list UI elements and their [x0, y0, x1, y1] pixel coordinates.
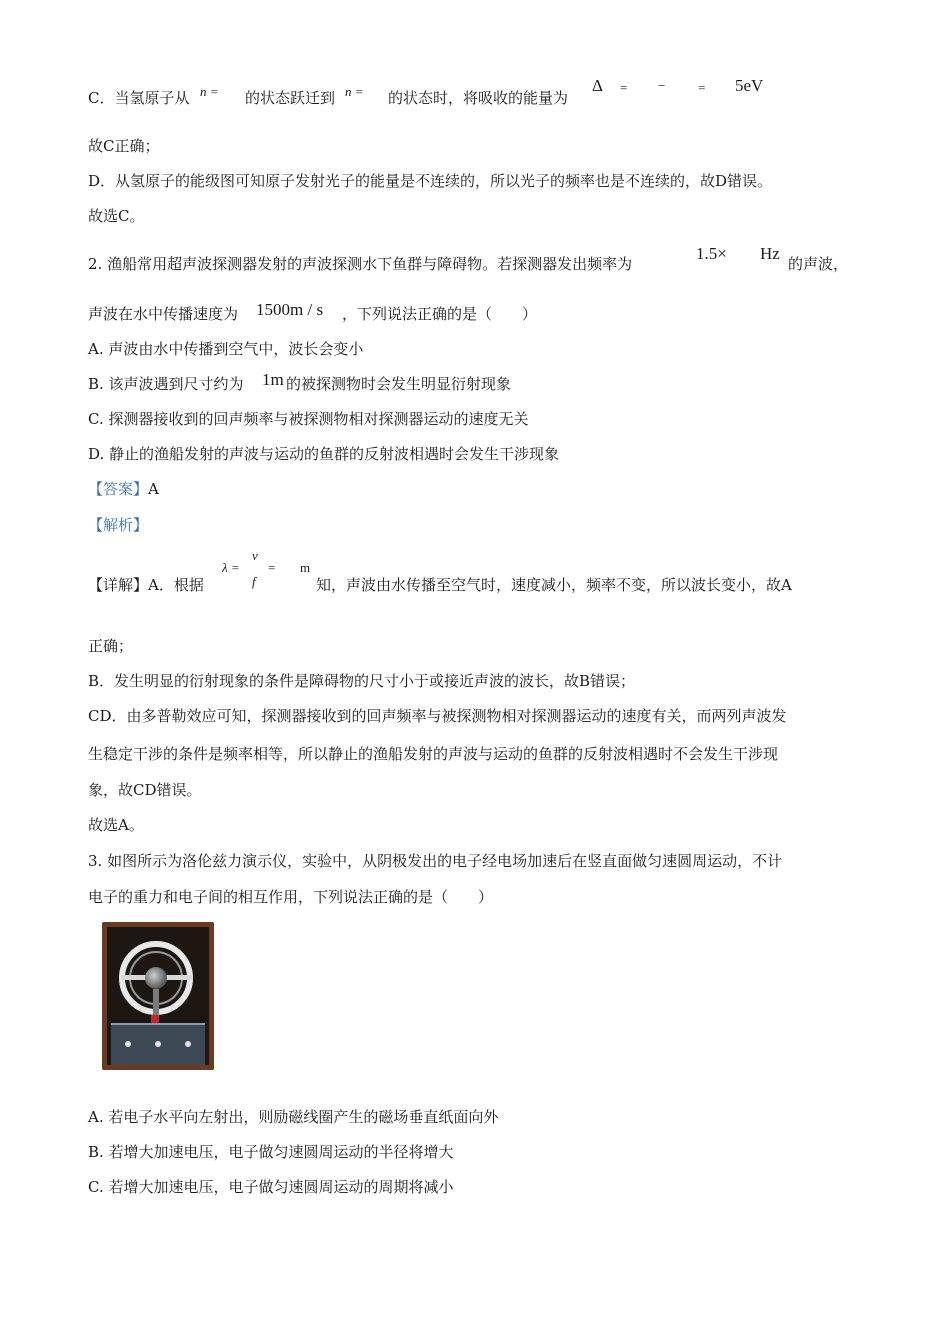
- q2-option-b-suffix: 的被探测物时会发生明显衍射现象: [286, 375, 512, 393]
- q2-answer: [88, 479, 159, 499]
- analysis-label: 【解析】: [88, 516, 149, 534]
- q2-option-b: [88, 374, 244, 394]
- q2-detail-cd-3: 象，故CD错误。: [88, 781, 202, 799]
- formula-frac-eq: =: [268, 560, 276, 575]
- answer-value: A: [148, 480, 159, 498]
- q2-detail-a: [88, 575, 204, 595]
- q1-option-c-prefix: C．当氢原子从: [88, 89, 190, 107]
- formula-n-2: n =: [345, 84, 364, 99]
- q2-option-b-prefix: B. 该声波遇到尺寸约为: [88, 375, 244, 393]
- formula-energy: 5eV: [735, 76, 764, 95]
- q3-option-c: C. 若增大加速电压，电子做匀速圆周运动的周期将减小: [88, 1178, 454, 1196]
- q3-option-b: B. 若增大加速电压，电子做匀速圆周运动的半径将增大: [88, 1143, 454, 1161]
- lorentz-force-apparatus-photo: [102, 922, 214, 1070]
- q2-stem-2: [88, 304, 238, 324]
- formula-lambda: λ =: [222, 560, 240, 575]
- q2-stem-2-prefix: 声波在水中传播速度为: [88, 305, 239, 323]
- q1-option-c-mid: 的状态跃迁到: [245, 89, 336, 107]
- formula-eq-2: =: [698, 80, 706, 95]
- q2-option-d: D. 静止的渔船发射的声波与运动的鱼群的反射波相遇时会发生干涉现象: [88, 445, 560, 463]
- q2-stem-2-suffix: ，下列说法正确的是（ ）: [342, 305, 538, 323]
- formula-frac-numerator: v: [252, 548, 258, 563]
- q2-stem-1-end: 的声波，: [788, 255, 849, 273]
- q2-option-c: C. 探测器接收到的回声频率与被探测物相对探测器运动的速度无关: [88, 410, 529, 428]
- q3-stem-1: 3. 如图所示为洛伦兹力演示仪，实验中，从阴极发出的电子经电场加速后在竖直面做匀速圆周运动，不计: [88, 852, 783, 870]
- q2-freq-unit: Hz: [760, 244, 780, 263]
- q2-detail-a-end: 正确；: [88, 637, 134, 655]
- q2-detail-cd-2: 生稳定干涉的条件是频率相等，所以静止的渔船发射的声波与运动的鱼群的反射波相遇时不会发生干涉现: [88, 745, 779, 763]
- formula-minus: −: [658, 78, 666, 93]
- q2-choice: 故选A。: [88, 816, 144, 834]
- formula-delta: Δ: [592, 76, 603, 95]
- q1-c-conclusion: 故C正确；: [88, 137, 160, 155]
- q3-stem-2: 电子的重力和电子间的相互作用，下列说法正确的是（ ）: [88, 888, 494, 906]
- q2-option-b-size: 1m: [262, 370, 284, 389]
- formula-frac-denominator: f: [252, 574, 256, 589]
- q2-speed: 1500m / s: [256, 300, 324, 319]
- q2-detail-a-prefix: A．根据: [148, 576, 204, 594]
- q2-detail-b: B．发生明显的衍射现象的条件是障碍物的尺寸小于或接近声波的波长，故B错误；: [88, 672, 636, 690]
- q1-option-c-suffix: 的状态时，将吸收的能量为: [388, 89, 569, 107]
- q1-choice: 故选C。: [88, 207, 145, 225]
- q2-freq-value: 1.5×: [696, 244, 727, 263]
- detail-label: 【详解】: [88, 576, 149, 594]
- q1-option-c: [88, 88, 189, 108]
- q1-option-d: D．从氢原子的能级图可知原子发射光子的能量是不连续的，所以光子的频率也是不连续的，故D错误。: [88, 172, 773, 190]
- q2-option-a: A. 声波由水中传播到空气中，波长会变小: [88, 340, 364, 358]
- formula-eq-1: =: [620, 80, 628, 95]
- q3-option-a: A. 若电子水平向左射出，则励磁线圈产生的磁场垂直纸面向外: [88, 1108, 499, 1126]
- q2-detail-cd-1: CD．由多普勒效应可知，探测器接收到的回声频率与被探测物相对探测器运动的速度有关，而两列声波发: [88, 707, 787, 725]
- formula-frac-unit: m: [300, 560, 311, 575]
- formula-n-1: n =: [200, 84, 219, 99]
- q2-stem-1: 2. 渔船常用超声波探测器发射的声波探测水下鱼群与障碍物。若探测器发出频率为: [88, 255, 633, 273]
- answer-label: 【答案】: [88, 480, 149, 498]
- q2-detail-a-suffix: 知，声波由水传播至空气时，速度减小，频率不变，所以波长变小，故A: [316, 576, 792, 594]
